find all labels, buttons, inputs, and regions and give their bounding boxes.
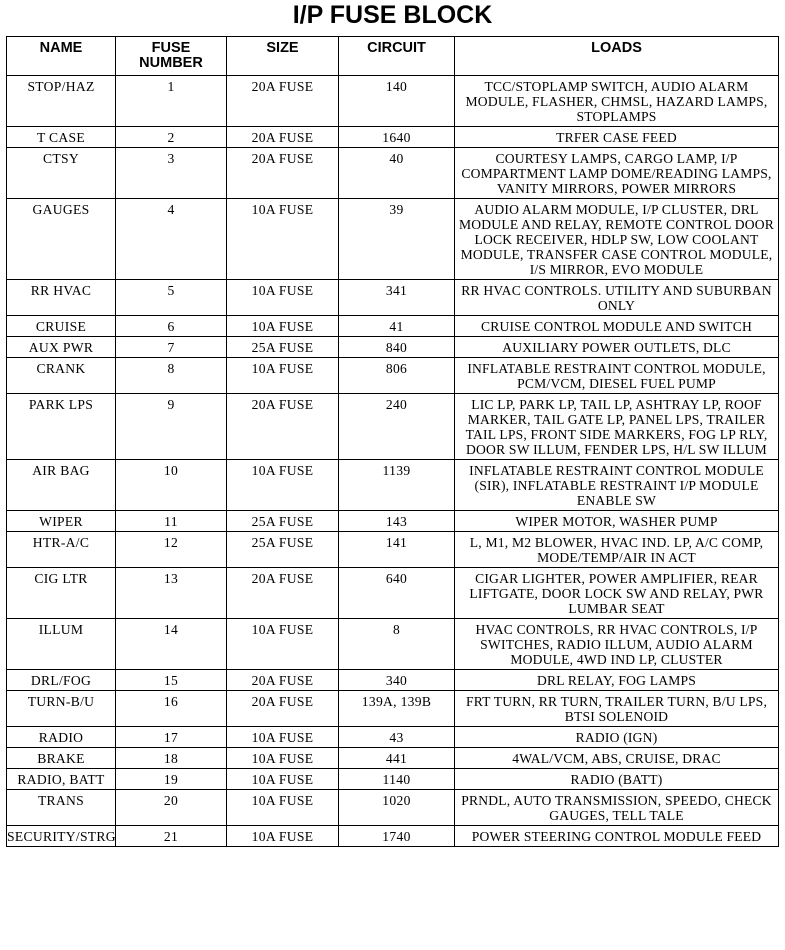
table-row <box>7 337 779 358</box>
header-name: NAME <box>7 37 116 76</box>
header-circuit: CIRCUIT <box>339 37 455 76</box>
cell-size: 10A FUSE <box>227 358 339 394</box>
table-row <box>7 670 779 691</box>
cell-size: 10A FUSE <box>227 619 339 670</box>
cell-loads: CIGAR LIGHTER, POWER AMPLIFIER, REAR LIFTGATE, DOOR LOCK SW AND RELAY, PWR LUMBAR SEAT <box>455 568 779 619</box>
header-fuse-number <box>116 37 227 76</box>
cell-name: TURN-B/U <box>7 691 116 727</box>
cell-number: 1 <box>116 76 227 127</box>
cell-name: RADIO, BATT <box>7 769 116 790</box>
cell-size: 20A FUSE <box>227 691 339 727</box>
header-row <box>7 37 779 76</box>
page-title: I/P FUSE BLOCK <box>292 1 493 29</box>
cell-circuit: 41 <box>339 316 455 337</box>
cell-number: 5 <box>116 280 227 316</box>
cell-size: 10A FUSE <box>227 460 339 511</box>
header-fuse-number-line1: FUSE <box>151 40 191 56</box>
cell-name: AIR BAG <box>7 460 116 511</box>
cell-number: 9 <box>116 394 227 460</box>
cell-loads: INFLATABLE RESTRAINT CONTROL MODULE, PCM/VCM, DIESEL FUEL PUMP <box>455 358 779 394</box>
cell-size: 10A FUSE <box>227 826 339 847</box>
cell-number: 19 <box>116 769 227 790</box>
cell-size: 10A FUSE <box>227 769 339 790</box>
cell-name: GAUGES <box>7 199 116 280</box>
cell-loads: L, M1, M2 BLOWER, HVAC IND. LP, A/C COMP, MODE/TEMP/AIR IN ACT <box>455 532 779 568</box>
cell-size: 10A FUSE <box>227 316 339 337</box>
cell-name: ILLUM <box>7 619 116 670</box>
cell-circuit: 1640 <box>339 127 455 148</box>
cell-name: SECURITY/STRG <box>7 826 116 847</box>
cell-circuit: 240 <box>339 394 455 460</box>
cell-circuit: 139A, 139B <box>339 691 455 727</box>
cell-size: 10A FUSE <box>227 199 339 280</box>
cell-size: 10A FUSE <box>227 748 339 769</box>
cell-circuit: 143 <box>339 511 455 532</box>
table-row <box>7 280 779 316</box>
cell-name: STOP/HAZ <box>7 76 116 127</box>
cell-number: 15 <box>116 670 227 691</box>
cell-name: CRUISE <box>7 316 116 337</box>
cell-loads: AUDIO ALARM MODULE, I/P CLUSTER, DRL MODULE AND RELAY, REMOTE CONTROL DOOR LOCK RECEIVER, HDLP SW, LOW COOLANT MODULE, TRANSFER CASE CONTROL MODULE, I/S MIRROR, EVO MODULE <box>455 199 779 280</box>
cell-name: CIG LTR <box>7 568 116 619</box>
cell-loads: TRFER CASE FEED <box>455 127 779 148</box>
cell-number: 3 <box>116 148 227 199</box>
cell-loads: HVAC CONTROLS, RR HVAC CONTROLS, I/P SWITCHES, RADIO ILLUM, AUDIO ALARM MODULE, 4WD IND LP, CLUSTER <box>455 619 779 670</box>
cell-circuit: 1020 <box>339 790 455 826</box>
table-row <box>7 148 779 199</box>
table-row <box>7 748 779 769</box>
cell-size: 20A FUSE <box>227 394 339 460</box>
cell-loads: POWER STEERING CONTROL MODULE FEED <box>455 826 779 847</box>
table-row <box>7 532 779 568</box>
cell-number: 18 <box>116 748 227 769</box>
cell-number: 6 <box>116 316 227 337</box>
table-row <box>7 619 779 670</box>
header-fuse-number-line2: NUMBER <box>139 55 203 71</box>
cell-loads: FRT TURN, RR TURN, TRAILER TURN, B/U LPS, BTSI SOLENOID <box>455 691 779 727</box>
cell-loads: 4WAL/VCM, ABS, CRUISE, DRAC <box>455 748 779 769</box>
table-row <box>7 358 779 394</box>
table-row <box>7 691 779 727</box>
table-row <box>7 727 779 748</box>
cell-number: 14 <box>116 619 227 670</box>
table-row <box>7 790 779 826</box>
cell-circuit: 40 <box>339 148 455 199</box>
cell-name: BRAKE <box>7 748 116 769</box>
cell-name: RADIO <box>7 727 116 748</box>
cell-size: 25A FUSE <box>227 511 339 532</box>
cell-circuit: 840 <box>339 337 455 358</box>
cell-circuit: 140 <box>339 76 455 127</box>
table-row <box>7 769 779 790</box>
table-row <box>7 316 779 337</box>
table-row <box>7 127 779 148</box>
header-loads: LOADS <box>455 37 779 76</box>
cell-number: 10 <box>116 460 227 511</box>
cell-size: 20A FUSE <box>227 76 339 127</box>
cell-circuit: 8 <box>339 619 455 670</box>
cell-name: TRANS <box>7 790 116 826</box>
cell-circuit: 1139 <box>339 460 455 511</box>
cell-name: PARK LPS <box>7 394 116 460</box>
table-row <box>7 511 779 532</box>
cell-circuit: 341 <box>339 280 455 316</box>
cell-circuit: 1140 <box>339 769 455 790</box>
cell-loads: CRUISE CONTROL MODULE AND SWITCH <box>455 316 779 337</box>
cell-size: 25A FUSE <box>227 337 339 358</box>
cell-loads: DRL RELAY, FOG LAMPS <box>455 670 779 691</box>
cell-name: HTR-A/C <box>7 532 116 568</box>
cell-number: 2 <box>116 127 227 148</box>
cell-circuit: 39 <box>339 199 455 280</box>
cell-size: 10A FUSE <box>227 280 339 316</box>
cell-size: 20A FUSE <box>227 148 339 199</box>
cell-circuit: 640 <box>339 568 455 619</box>
cell-number: 20 <box>116 790 227 826</box>
table-row <box>7 568 779 619</box>
cell-size: 10A FUSE <box>227 727 339 748</box>
cell-name: AUX PWR <box>7 337 116 358</box>
table-row <box>7 460 779 511</box>
cell-loads: TCC/STOPLAMP SWITCH, AUDIO ALARM MODULE, FLASHER, CHMSL, HAZARD LAMPS, STOPLAMPS <box>455 76 779 127</box>
cell-loads: INFLATABLE RESTRAINT CONTROL MODULE (SIR), INFLATABLE RESTRAINT I/P MODULE ENABLE SW <box>455 460 779 511</box>
cell-number: 11 <box>116 511 227 532</box>
cell-circuit: 806 <box>339 358 455 394</box>
cell-size: 25A FUSE <box>227 532 339 568</box>
cell-circuit: 340 <box>339 670 455 691</box>
fuse-table <box>6 36 779 847</box>
cell-number: 7 <box>116 337 227 358</box>
cell-loads: COURTESY LAMPS, CARGO LAMP, I/P COMPARTMENT LAMP DOME/READING LAMPS, VANITY MIRRORS, POWER MIRRORS <box>455 148 779 199</box>
cell-name: RR HVAC <box>7 280 116 316</box>
cell-size: 20A FUSE <box>227 568 339 619</box>
cell-number: 4 <box>116 199 227 280</box>
cell-loads: LIC LP, PARK LP, TAIL LP, ASHTRAY LP, ROOF MARKER, TAIL GATE LP, PANEL LPS, TRAILER TAIL LPS, FRONT SIDE MARKERS, FOG LP RLY, DOOR SW ILLUM, FENDER LPS, H/L SW ILLUM <box>455 394 779 460</box>
cell-name: CRANK <box>7 358 116 394</box>
cell-number: 16 <box>116 691 227 727</box>
cell-name: WIPER <box>7 511 116 532</box>
header-size: SIZE <box>227 37 339 76</box>
table-row <box>7 76 779 127</box>
cell-size: 20A FUSE <box>227 670 339 691</box>
cell-size: 10A FUSE <box>227 790 339 826</box>
cell-circuit: 441 <box>339 748 455 769</box>
cell-circuit: 43 <box>339 727 455 748</box>
cell-circuit: 141 <box>339 532 455 568</box>
cell-loads: PRNDL, AUTO TRANSMISSION, SPEEDO, CHECK GAUGES, TELL TALE <box>455 790 779 826</box>
cell-loads: WIPER MOTOR, WASHER PUMP <box>455 511 779 532</box>
cell-loads: RR HVAC CONTROLS. UTILITY AND SUBURBAN ONLY <box>455 280 779 316</box>
cell-number: 17 <box>116 727 227 748</box>
cell-number: 21 <box>116 826 227 847</box>
cell-number: 8 <box>116 358 227 394</box>
cell-name: T CASE <box>7 127 116 148</box>
table-row <box>7 394 779 460</box>
cell-number: 12 <box>116 532 227 568</box>
cell-circuit: 1740 <box>339 826 455 847</box>
cell-loads: RADIO (IGN) <box>455 727 779 748</box>
cell-name: CTSY <box>7 148 116 199</box>
cell-number: 13 <box>116 568 227 619</box>
cell-size: 20A FUSE <box>227 127 339 148</box>
cell-loads: AUXILIARY POWER OUTLETS, DLC <box>455 337 779 358</box>
cell-loads: RADIO (BATT) <box>455 769 779 790</box>
table-row <box>7 826 779 847</box>
table-row <box>7 199 779 280</box>
cell-name: DRL/FOG <box>7 670 116 691</box>
